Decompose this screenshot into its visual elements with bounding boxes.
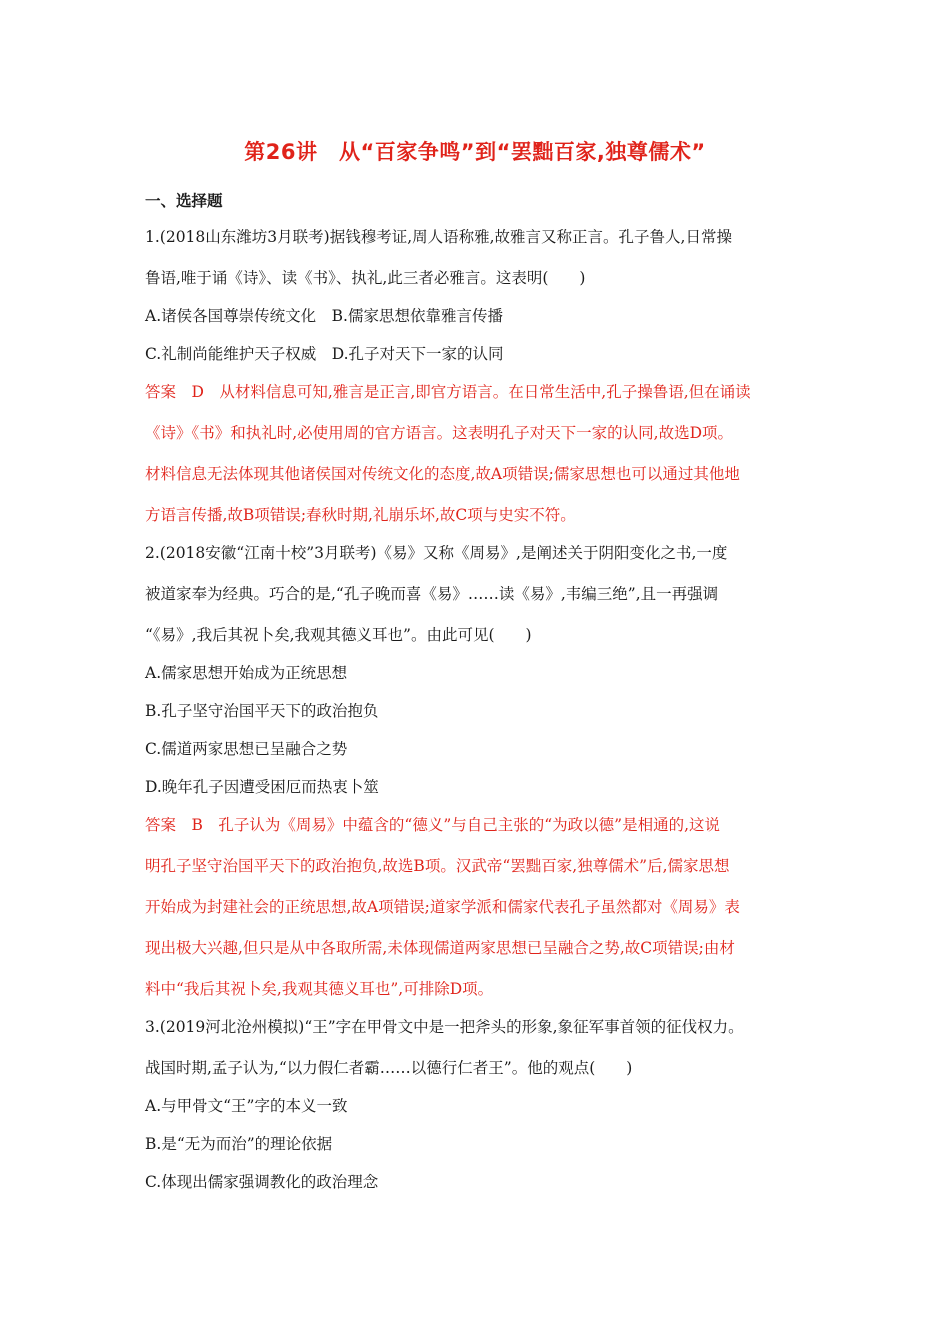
- answer-text-line: 材料信息无法体现其他诸侯国对传统文化的态度,故A项错误;儒家思想也可以通过其他地: [145, 465, 740, 483]
- section-heading: 一、选择题: [145, 192, 223, 210]
- question-text-line: 2.(2018安徽“江南十校”3月联考)《易》又称《周易》,是阐述关于阴阳变化之书,一度: [145, 544, 728, 562]
- question-text-line: A.与甲骨文“王”字的本义一致: [145, 1097, 348, 1115]
- answer-text-line: 《诗》《书》和执礼时,必使用周的官方语言。这表明孔子对天下一家的认同,故选D项。: [145, 424, 734, 442]
- question-text-line: A.儒家思想开始成为正统思想: [145, 664, 348, 682]
- question-text-line: 1.(2018山东潍坊3月联考)据钱穆考证,周人语称雅,故雅言又称正言。孔子鲁人,日常操: [145, 228, 732, 246]
- answer-text-line: 答案 B 孔子认为《周易》中蕴含的“德义”与自己主张的“为政以德”是相通的,这说: [145, 816, 721, 834]
- page-title: 第26讲 从“百家争鸣”到“罢黜百家,独尊儒术”: [244, 140, 706, 164]
- question-text-line: 鲁语,唯于诵《诗》、读《书》、执礼,此三者必雅言。这表明( ): [145, 269, 586, 287]
- question-text-line: “《易》,我后其祝卜矣,我观其德义耳也”。由此可见( ): [145, 626, 532, 644]
- question-text-line: 3.(2019河北沧州模拟)“王”字在甲骨文中是一把斧头的形象,象征军事首领的征伐权力。: [145, 1018, 744, 1036]
- answer-text-line: 方语言传播,故B项错误;春秋时期,礼崩乐坏,故C项与史实不符。: [145, 506, 576, 524]
- answer-text-line: 答案 D 从材料信息可知,雅言是正言,即官方语言。在日常生活中,孔子操鲁语,但在诵读: [145, 383, 751, 401]
- answer-text-line: 开始成为封建社会的正统思想,故A项错误;道家学派和儒家代表孔子虽然都对《周易》表: [145, 898, 740, 916]
- question-text-line: D.晚年孔子因遭受困厄而热衷卜筮: [145, 778, 379, 796]
- question-text-line: B.孔子坚守治国平天下的政治抱负: [145, 702, 379, 720]
- question-text-line: 被道家奉为经典。巧合的是,“孔子晚而喜《易》……读《易》,韦编三绝”,且一再强调: [145, 585, 719, 603]
- answer-text-line: 现出极大兴趣,但只是从中各取所需,未体现儒道两家思想已呈融合之势,故C项错误;由材: [145, 939, 735, 957]
- question-text-line: B.是“无为而治”的理论依据: [145, 1135, 333, 1153]
- answer-text-line: 明孔子坚守治国平天下的政治抱负,故选B项。汉武帝“罢黜百家,独尊儒术”后,儒家思想: [145, 857, 730, 875]
- question-text-line: C.礼制尚能维护天子权威 D.孔子对天下一家的认同: [145, 345, 504, 363]
- answer-text-line: 料中“我后其祝卜矣,我观其德义耳也”,可排除D项。: [145, 980, 494, 998]
- question-text-line: A.诸侯各国尊崇传统文化 B.儒家思想依靠雅言传播: [145, 307, 503, 325]
- question-text-line: C.儒道两家思想已呈融合之势: [145, 740, 348, 758]
- question-text-line: C.体现出儒家强调教化的政治理念: [145, 1173, 379, 1191]
- question-text-line: 战国时期,孟子认为,“以力假仁者霸……以德行仁者王”。他的观点( ): [145, 1059, 633, 1077]
